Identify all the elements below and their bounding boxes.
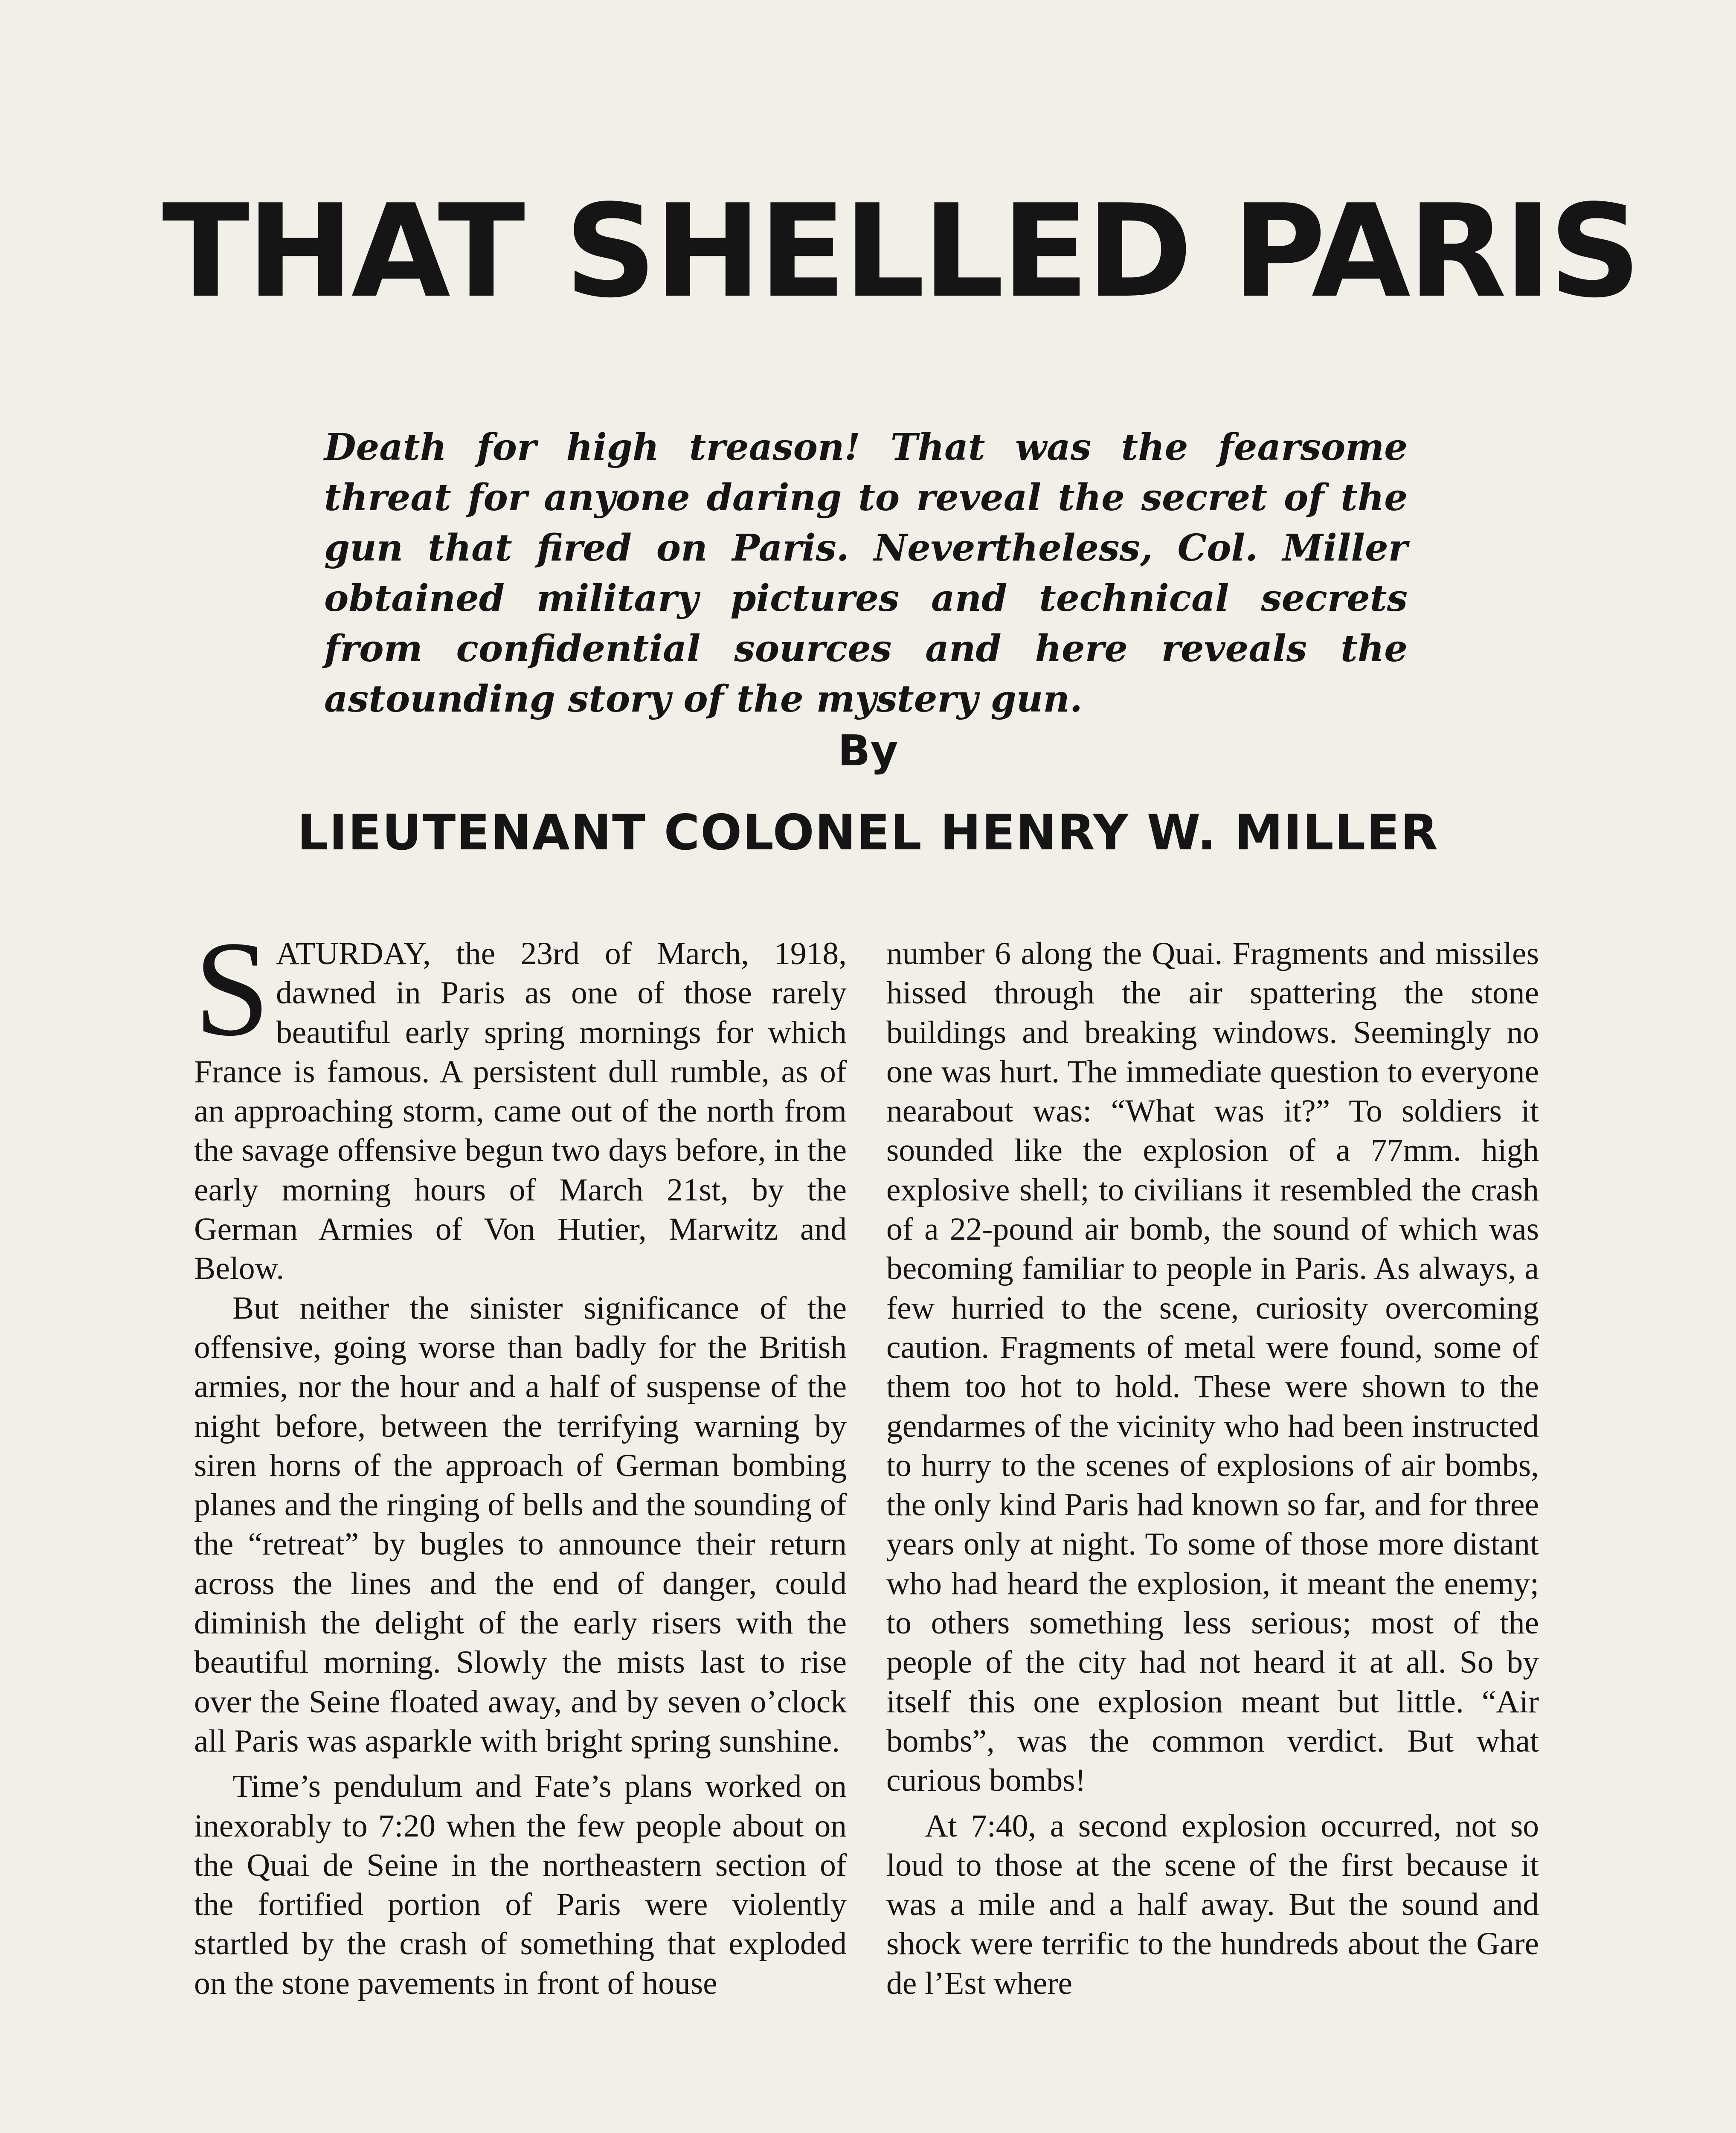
article-deck: Death for high treason! That was the fearsome threat for anyone daring to reveal the secret of the gun that fired on Paris. Nevertheless, Col. Miller obtained military pictures and technical secrets from confidential sources and here reveals the astounding story of the mystery gun. [324,426,1408,721]
body-paragraph: But neither the sinister significance of the offensive, going worse than badly for the British armies, nor the hour and a half of suspense of the night before, between the terrifying warning by siren horns of the approach of German bombing planes and the ringing of bells and the sounding of the “retreat” by bugles to announce their return across the lines and the end of danger, could diminish the delight of the early risers with the beautiful morning. Slowly the mists last to rise over the Seine floated away, and by seven o’clock all Paris was asparkle with bright spring sunshine. [194,1290,847,1759]
text-column-left [194,913,847,2003]
byline-by: By [838,726,898,776]
body-paragraph [194,913,847,1289]
article-title: THAT SHELLED PARIS [162,177,1639,326]
byline-author: LIEUTENANT COLONEL HENRY W. MILLER [297,804,1439,861]
body-paragraph: Time’s pendulum and Fate’s plans worked on inexorably to 7:20 when the few people about on the Quai de Seine in the northeastern section of the fortified portion of Paris were violently startled by the crash of something that exploded on the stone pavements in front of house [194,1769,847,2001]
text-column-right [886,934,1539,2003]
body-paragraph: At 7:40, a second explosion occurred, not so loud to those at the scene of the first because it was a mile and a half away. But the sound and shock were terrific to the hundreds about the Gare de l’Est where [886,1808,1539,2001]
body-paragraph: number 6 along the Quai. Fragments and missiles hissed through the air spattering the stone buildings and breaking windows. Seemingly no one was hurt. The immediate question to everyone nearabout was: “What was it?” To soldiers it sounded like the explosion of a 77mm. high explosive shell; to civilians it resembled the crash of a 22-pound air bomb, the sound of which was becoming familiar to people in Paris. As always, a few hurried to the scene, curiosity overcoming caution. Fragments of metal were found, some of them too hot to hold. These were shown to the gendarmes of the vicinity who had been instructed to hurry to the scenes of explosions of air bombs, the only kind Paris had known so far, and for three years only at night. To some of those more distant who had heard the explosion, it meant the enemy; to others something less serious; most of the people of the city had not heard it at all. So by itself this one explosion meant but little. “Air bombs”, was the common verdict. But what curious bombs! [886,936,1539,1799]
drop-cap: S [194,913,270,1064]
body-paragraph-text: ATURDAY, the 23rd of March, 1918, dawned in Paris as one of those rarely beautiful early spring mornings for which France is famous. A persistent dull rumble, as of an approaching storm, came out of the north from the savage offensive begun two days before, in the early morning hours of March 21st, by the German Armies of Von Hutier, Marwitz and Below. [194,936,847,1287]
